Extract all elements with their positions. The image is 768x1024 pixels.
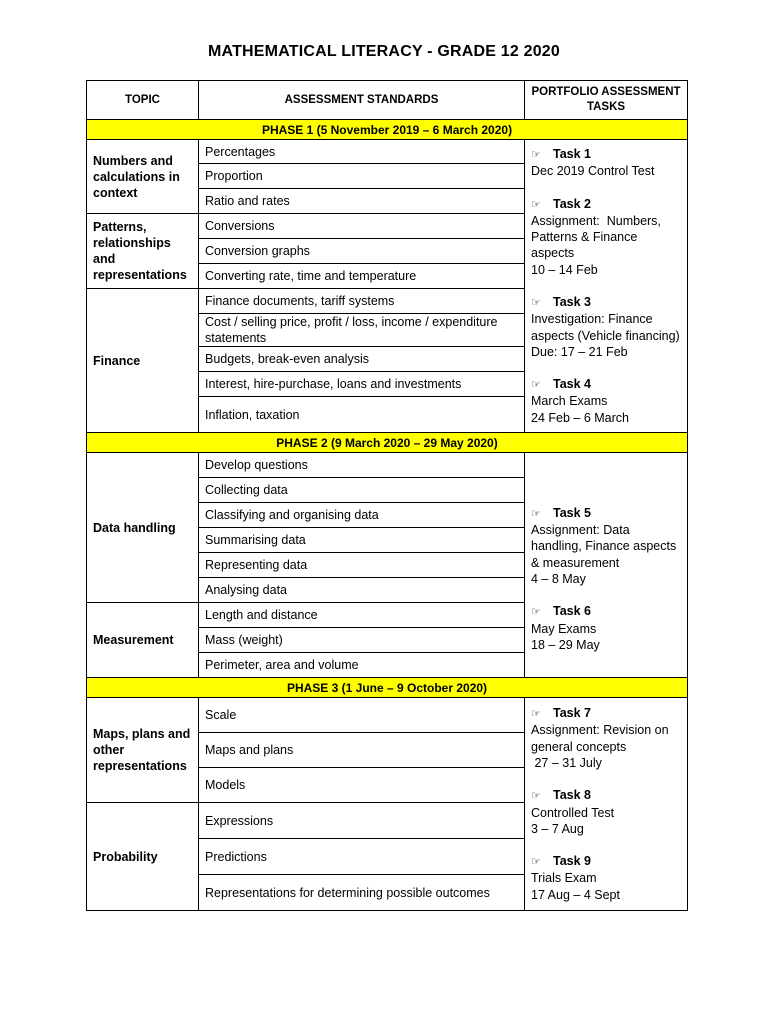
task-title: Task 7 xyxy=(553,706,591,721)
standard-cell: Interest, hire-purchase, loans and investments xyxy=(199,372,525,397)
task-detail: Trials Exam xyxy=(531,871,597,886)
standard-cell: Converting rate, time and temperature xyxy=(199,264,525,289)
task-detail: Due: 17 – 21 Feb xyxy=(531,344,628,359)
standard-row xyxy=(87,453,688,478)
phase-label: PHASE 1 (5 November 2019 – 6 March 2020) xyxy=(87,120,688,140)
task-detail: Assignment: Data handling, Finance aspects & measurement xyxy=(531,523,680,570)
pointing-hand-icon: ☞ xyxy=(531,507,541,520)
task-heading xyxy=(531,603,681,620)
task-block xyxy=(531,376,681,426)
standard-cell: Percentages xyxy=(199,140,525,164)
pointing-hand-icon: ☞ xyxy=(531,148,541,161)
task-detail: Controlled Test xyxy=(531,805,615,820)
pointing-hand-icon: ☞ xyxy=(531,790,541,803)
standard-cell: Proportion xyxy=(199,164,525,189)
task-heading xyxy=(531,787,681,804)
header-tasks: PORTFOLIO ASSESSMENT TASKS xyxy=(525,81,688,120)
standard-row xyxy=(87,140,688,164)
document-title: MATHEMATICAL LITERACY - GRADE 12 2020 xyxy=(207,43,561,60)
standard-cell: Expressions xyxy=(199,803,525,839)
topic-cell: Finance xyxy=(87,289,199,433)
phase-row xyxy=(87,433,688,453)
standard-cell: Classifying and organising data xyxy=(199,503,525,528)
task-title: Task 4 xyxy=(553,377,591,392)
portfolio-tasks-cell xyxy=(525,453,688,678)
pointing-hand-icon: ☞ xyxy=(531,198,541,211)
task-detail: 3 – 7 Aug xyxy=(531,821,584,836)
task-detail: 10 – 14 Feb xyxy=(531,262,598,277)
topic-cell: Numbers and calculations in context xyxy=(87,140,199,214)
task-block xyxy=(531,787,681,837)
task-detail: March Exams xyxy=(531,394,608,409)
task-heading xyxy=(531,376,681,393)
standard-cell: Representing data xyxy=(199,553,525,578)
task-title: Task 2 xyxy=(553,196,591,211)
task-title: Task 8 xyxy=(553,788,591,803)
assessment-plan-table xyxy=(86,80,688,911)
task-heading xyxy=(531,505,681,522)
task-block xyxy=(531,146,681,180)
standard-cell: Ratio and rates xyxy=(199,189,525,214)
task-block xyxy=(531,705,681,771)
task-heading xyxy=(531,196,681,213)
phase-row xyxy=(87,678,688,698)
task-heading xyxy=(531,294,681,311)
task-detail: 17 Aug – 4 Sept xyxy=(531,887,620,902)
pointing-hand-icon: ☞ xyxy=(531,297,541,309)
standard-cell: Length and distance xyxy=(199,603,525,628)
header-standards: ASSESSMENT STANDARDS xyxy=(199,81,525,120)
task-title: Task 9 xyxy=(553,854,591,869)
standard-cell: Conversion graphs xyxy=(199,239,525,264)
standard-cell: Mass (weight) xyxy=(199,628,525,653)
standard-cell: Collecting data xyxy=(199,478,525,503)
header-row xyxy=(87,81,688,120)
task-detail: 4 – 8 May xyxy=(531,572,586,586)
task-title: Task 5 xyxy=(553,505,591,520)
phase-row xyxy=(87,120,688,140)
task-detail: Dec 2019 Control Test xyxy=(531,164,655,179)
standard-cell: Perimeter, area and volume xyxy=(199,653,525,678)
standard-cell: Summarising data xyxy=(199,528,525,553)
header-topic: TOPIC xyxy=(87,81,199,120)
pointing-hand-icon: ☞ xyxy=(531,379,541,392)
topic-cell: Measurement xyxy=(87,603,199,678)
task-detail: Investigation: Finance aspects (Vehicle financing) xyxy=(531,312,680,343)
phase-label: PHASE 3 (1 June – 9 October 2020) xyxy=(87,678,688,698)
task-detail: 24 Feb – 6 March xyxy=(531,410,629,425)
task-heading xyxy=(531,853,681,870)
task-title: Task 3 xyxy=(553,295,591,309)
standard-cell: Predictions xyxy=(199,839,525,875)
task-title: Task 6 xyxy=(553,604,591,619)
topic-cell: Data handling xyxy=(87,453,199,603)
task-detail: 18 – 29 May xyxy=(531,637,600,652)
task-block xyxy=(531,505,681,587)
standard-cell: Maps and plans xyxy=(199,733,525,768)
task-detail: Assignment: Numbers, Patterns & Finance aspects xyxy=(531,213,665,261)
topic-cell: Maps, plans and other representations xyxy=(87,698,199,803)
pointing-hand-icon: ☞ xyxy=(531,708,541,721)
standard-row xyxy=(87,698,688,733)
task-heading xyxy=(531,705,681,722)
standard-cell: Finance documents, tariff systems xyxy=(199,289,525,314)
standard-cell: Develop questions xyxy=(199,453,525,478)
portfolio-tasks-cell xyxy=(525,698,688,911)
task-block xyxy=(531,603,681,653)
standard-cell: Models xyxy=(199,768,525,803)
task-detail: May Exams xyxy=(531,621,597,636)
standard-cell: Budgets, break-even analysis xyxy=(199,347,525,372)
task-detail: 27 – 31 July xyxy=(531,755,602,770)
task-block xyxy=(531,294,681,360)
topic-cell: Probability xyxy=(87,803,199,911)
task-title: Task 1 xyxy=(553,146,591,161)
pointing-hand-icon: ☞ xyxy=(531,606,541,619)
standard-cell: Scale xyxy=(199,698,525,733)
standard-cell: Analysing data xyxy=(199,578,525,603)
topic-cell: Patterns, relationships and representations xyxy=(87,214,199,289)
pointing-hand-icon: ☞ xyxy=(531,856,541,869)
task-detail: Assignment: Revision on general concepts xyxy=(531,723,673,754)
task-heading xyxy=(531,146,681,163)
standard-cell: Conversions xyxy=(199,214,525,239)
plan-body xyxy=(87,120,688,911)
phase-label: PHASE 2 (9 March 2020 – 29 May 2020) xyxy=(87,433,688,453)
task-block xyxy=(531,196,681,278)
standard-cell: Cost / selling price, profit / loss, income / expenditure statements xyxy=(199,314,525,347)
standard-cell: Inflation, taxation xyxy=(199,397,525,433)
standard-cell: Representations for determining possible outcomes xyxy=(199,875,525,911)
portfolio-tasks-cell xyxy=(525,140,688,433)
task-block xyxy=(531,853,681,903)
